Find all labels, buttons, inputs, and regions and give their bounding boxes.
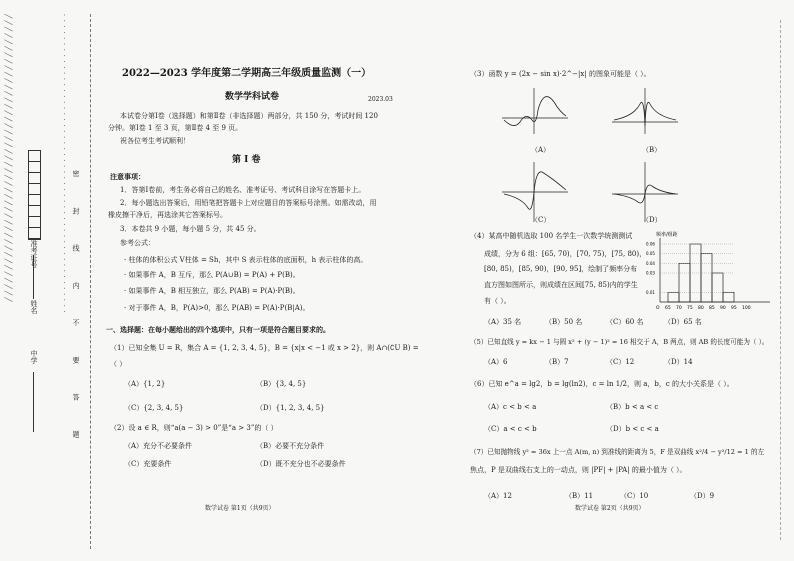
right-edge-line [780, 20, 782, 540]
intro-line-3: 祝各位考生考试顺利！ [120, 137, 190, 145]
hist-x-tick-4: 80 [698, 306, 704, 311]
q7-stem-1: （7）已知抛物线 y² = 36x 上一点 A(m, n) 到准线的距离为 5，F 是双曲线 x²/4 − y²/12 = 1 的左 [470, 448, 765, 456]
hist-bar-2 [690, 244, 701, 302]
seal-line [90, 14, 92, 549]
q3-label-a[interactable]: （A） [531, 146, 551, 154]
q5-option-a[interactable]: （A）6 [484, 358, 508, 366]
q5-option-b[interactable]: （B）7 [545, 358, 569, 366]
q2-option-b[interactable]: （B）必要不充分条件 [256, 442, 325, 450]
q4-line-3: [80, 85)，[85, 90)，[90, 95]，绘制了频率分布 [484, 265, 638, 273]
ref-title: 参考公式： [120, 239, 155, 247]
intro-line-2: 分钟。第Ⅰ卷 1 至 3 页，第Ⅱ卷 4 至 9 页。 [108, 124, 243, 132]
q7-option-d[interactable]: （D）9 [690, 492, 715, 500]
hist-y-tick-1: 0.05 [646, 251, 655, 257]
intro-line-1: 本试卷分第Ⅰ卷（选择题）和第Ⅱ卷（非选择题）两部分，共 150 分，考试时间 120 [120, 112, 378, 120]
ref-4: · 对于事件 A，B，P(A)>0，那么 P(AB) = P(A)·P(B|A)。 [124, 304, 310, 312]
hist-x-tick-8: 100 [742, 306, 751, 311]
notes-title: 注意事项： [110, 172, 145, 181]
q4-option-b[interactable]: （B）50 名 [545, 318, 583, 326]
section-heading: 第 Ⅰ 卷 [232, 155, 261, 165]
q6-option-d[interactable]: （D）b < c < a [606, 425, 659, 433]
graph-d [612, 162, 678, 222]
hist-bar-5 [723, 292, 734, 302]
q5-option-c[interactable]: （C）12 [606, 358, 635, 366]
hist-y-tick-3: 0.03 [646, 270, 655, 276]
hist-y-tick-4: 0.01 [646, 289, 655, 295]
note-3: 3．本卷共 9 小题，每小题 5 分，共 45 分。 [120, 225, 261, 233]
q6-option-a[interactable]: （A）c < b < a [484, 403, 537, 411]
q1-stem: （1）已知全集 U = R，集合 A = {1, 2, 3, 4, 5}，B = {x|x < −1 或 x > 2}，则 A∩(∁U B) = [110, 344, 419, 352]
q4-option-a[interactable]: （A）35 名 [484, 318, 522, 326]
q4-line-5: 有（ ）。 [484, 297, 511, 305]
hist-y-tick-0: 0.06 [646, 241, 655, 247]
hist-x-tick-0: O [656, 306, 660, 311]
q4-histogram [646, 228, 776, 314]
school-label: 中学 [30, 350, 38, 364]
q1-option-c[interactable]: （C）{2, 3, 4, 5} [124, 404, 184, 412]
q4-option-c[interactable]: （C）60 名 [606, 318, 644, 326]
q5-option-d[interactable]: （D）14 [664, 358, 693, 366]
school-underline [33, 372, 34, 432]
graph-a [502, 88, 568, 134]
q2-option-a[interactable]: （A）充分不必要条件 [124, 442, 193, 450]
q4-line-1: （4）某高中随机选取 100 名学生一次数学统测测试 [470, 232, 633, 240]
q7-option-c[interactable]: （C）10 [620, 492, 649, 500]
exam-date: 2023.03 [368, 96, 393, 103]
binding-strip [0, 0, 98, 561]
graph-c [502, 162, 568, 222]
hist-x-tick-3: 75 [687, 306, 693, 311]
ticket-number-boxes[interactable] [28, 150, 41, 240]
hist-x-tick-7: 95 [731, 306, 737, 311]
q6-option-b[interactable]: （B）b < a < c [606, 403, 659, 411]
q3-label-c[interactable]: （C） [531, 216, 551, 224]
seal-dots: · · · · · · · · · · · · · · · · · · · · · · · · · · · · · · · · · · · · · · · · · · · · · · · · · · · · [60, 14, 67, 314]
subject-title: 数学学科试卷 [225, 92, 280, 102]
ticket-label: 准考证号 [30, 240, 38, 268]
q7-stem-2: 焦点，P 是双曲线右支上的一动点，则 |PF| + |PA| 的最小值为（ ）。 [470, 466, 687, 474]
right-footer: 数学试卷 第2页（共9页） [575, 505, 645, 512]
seal-line-text: 密 封 线 内 不 要 答 题 [72, 170, 80, 452]
q3-label-d[interactable]: （D） [642, 216, 662, 224]
q6-stem: （6）已知 e^a = lg2，b = lg(ln2)，c = ln 1/2，则 a，b，c 的大小关系是（ ）。 [470, 380, 734, 388]
q4-line-2: 成绩，分为 6 组：[65, 70)，[70, 75)，[75, 80)， [484, 250, 647, 258]
hist-bar-4 [712, 273, 723, 302]
q2-stem: （2）设 a ∈ R，则“a(a − 3) > 0”是“a > 3”的（ ） [110, 424, 278, 432]
q1-option-d[interactable]: （D）{1, 2, 3, 4, 5} [256, 404, 325, 412]
q2-option-c[interactable]: （C）充要条件 [124, 460, 172, 468]
q5-stem: （5）已知直线 y = kx − 1 与圆 x² + (y − 1)² = 16 相交于 A，B 两点，则 AB 的长度可能为（ ）。 [470, 338, 769, 346]
note-2a: 2．每小题选出答案后，用铅笔把答题卡上对应题目的答案标号涂黑。如需改动，用 [120, 199, 377, 207]
q7-option-a[interactable]: （A）12 [484, 492, 512, 500]
ref-2: · 如果事件 A，B 互斥，那么 P(A∪B) = P(A) + P(B)。 [124, 271, 300, 279]
hist-x-tick-1: 65 [665, 306, 671, 311]
ref-3: · 如果事件 A，B 相互独立，那么 P(AB) = P(A)·P(B)。 [124, 287, 300, 295]
ref-1: · 柱体的体积公式 V柱体 = Sh，其中 S 表示柱体的底面积，h 表示柱体的高。 [124, 256, 368, 264]
hist-bar-3 [701, 254, 712, 302]
hist-bar-0 [668, 292, 679, 302]
hist-x-tick-5: 85 [709, 306, 715, 311]
left-footer: 数学试卷 第1页（共9页） [205, 505, 275, 512]
hist-x-tick-2: 70 [676, 306, 682, 311]
q7-option-b[interactable]: （B）11 [565, 492, 594, 500]
note-1: 1．答第Ⅰ卷前，考生务必将自己的姓名、准考证号、考试科目涂写在答题卡上。 [120, 186, 366, 194]
hist-x-tick-6: 90 [720, 306, 726, 311]
q6-option-c[interactable]: （C）a < c < b [484, 425, 537, 433]
part-1-heading: 一、选择题：在每小题给出的四个选项中，只有一项是符合题目要求的。 [106, 325, 330, 334]
hist-bar-1 [679, 263, 690, 302]
cut-line-outer: ╱ ╱ ╱ ╱ ╱ ╱ ╱ ╱ ╱ ╱ ╱ ╱ ╱ ╱ ╱ ╱ ╱ ╱ ╱ ╱ ╱ ╱ ╱ ╱ ╱ ╱ ╱ ╱ ╱ ╱ ╱ ╱ ╱ ╱ ╱ ╱ ╱ ╱ ╱ ╱ ╱ ╱ ╱ ╱ ╱ [4, 14, 12, 302]
graph-b [612, 88, 678, 134]
q4-option-d[interactable]: （D）65 名 [664, 318, 702, 326]
name-label: 姓名 [30, 300, 38, 314]
q4-line-4: 直方图如图所示，则成绩在区间[75, 85)内的学生 [484, 281, 638, 289]
q1-option-b[interactable]: （B）{3, 4, 5} [256, 380, 307, 388]
q3-label-b[interactable]: （B） [642, 146, 662, 154]
q2-option-d[interactable]: （D）既不充分也不必要条件 [256, 460, 346, 468]
q1-option-a[interactable]: （A）{1, 2} [124, 380, 166, 388]
q3-stem: （3）函数 y = (2x − sin x)·2^−|x| 的图象可能是（ ）。 [470, 70, 651, 78]
hist-y-tick-2: 0.04 [646, 260, 655, 266]
q3-graphs [500, 82, 740, 232]
note-2b: 橡皮擦干净后，再选涂其它答案标号。 [108, 211, 227, 219]
exam-title: 2022—2023 学年度第二学期高三年级质量监测（一） [122, 68, 372, 79]
hist-ylabel: 频率/组距 [656, 232, 678, 238]
q1-paren: （ ） [110, 360, 127, 368]
